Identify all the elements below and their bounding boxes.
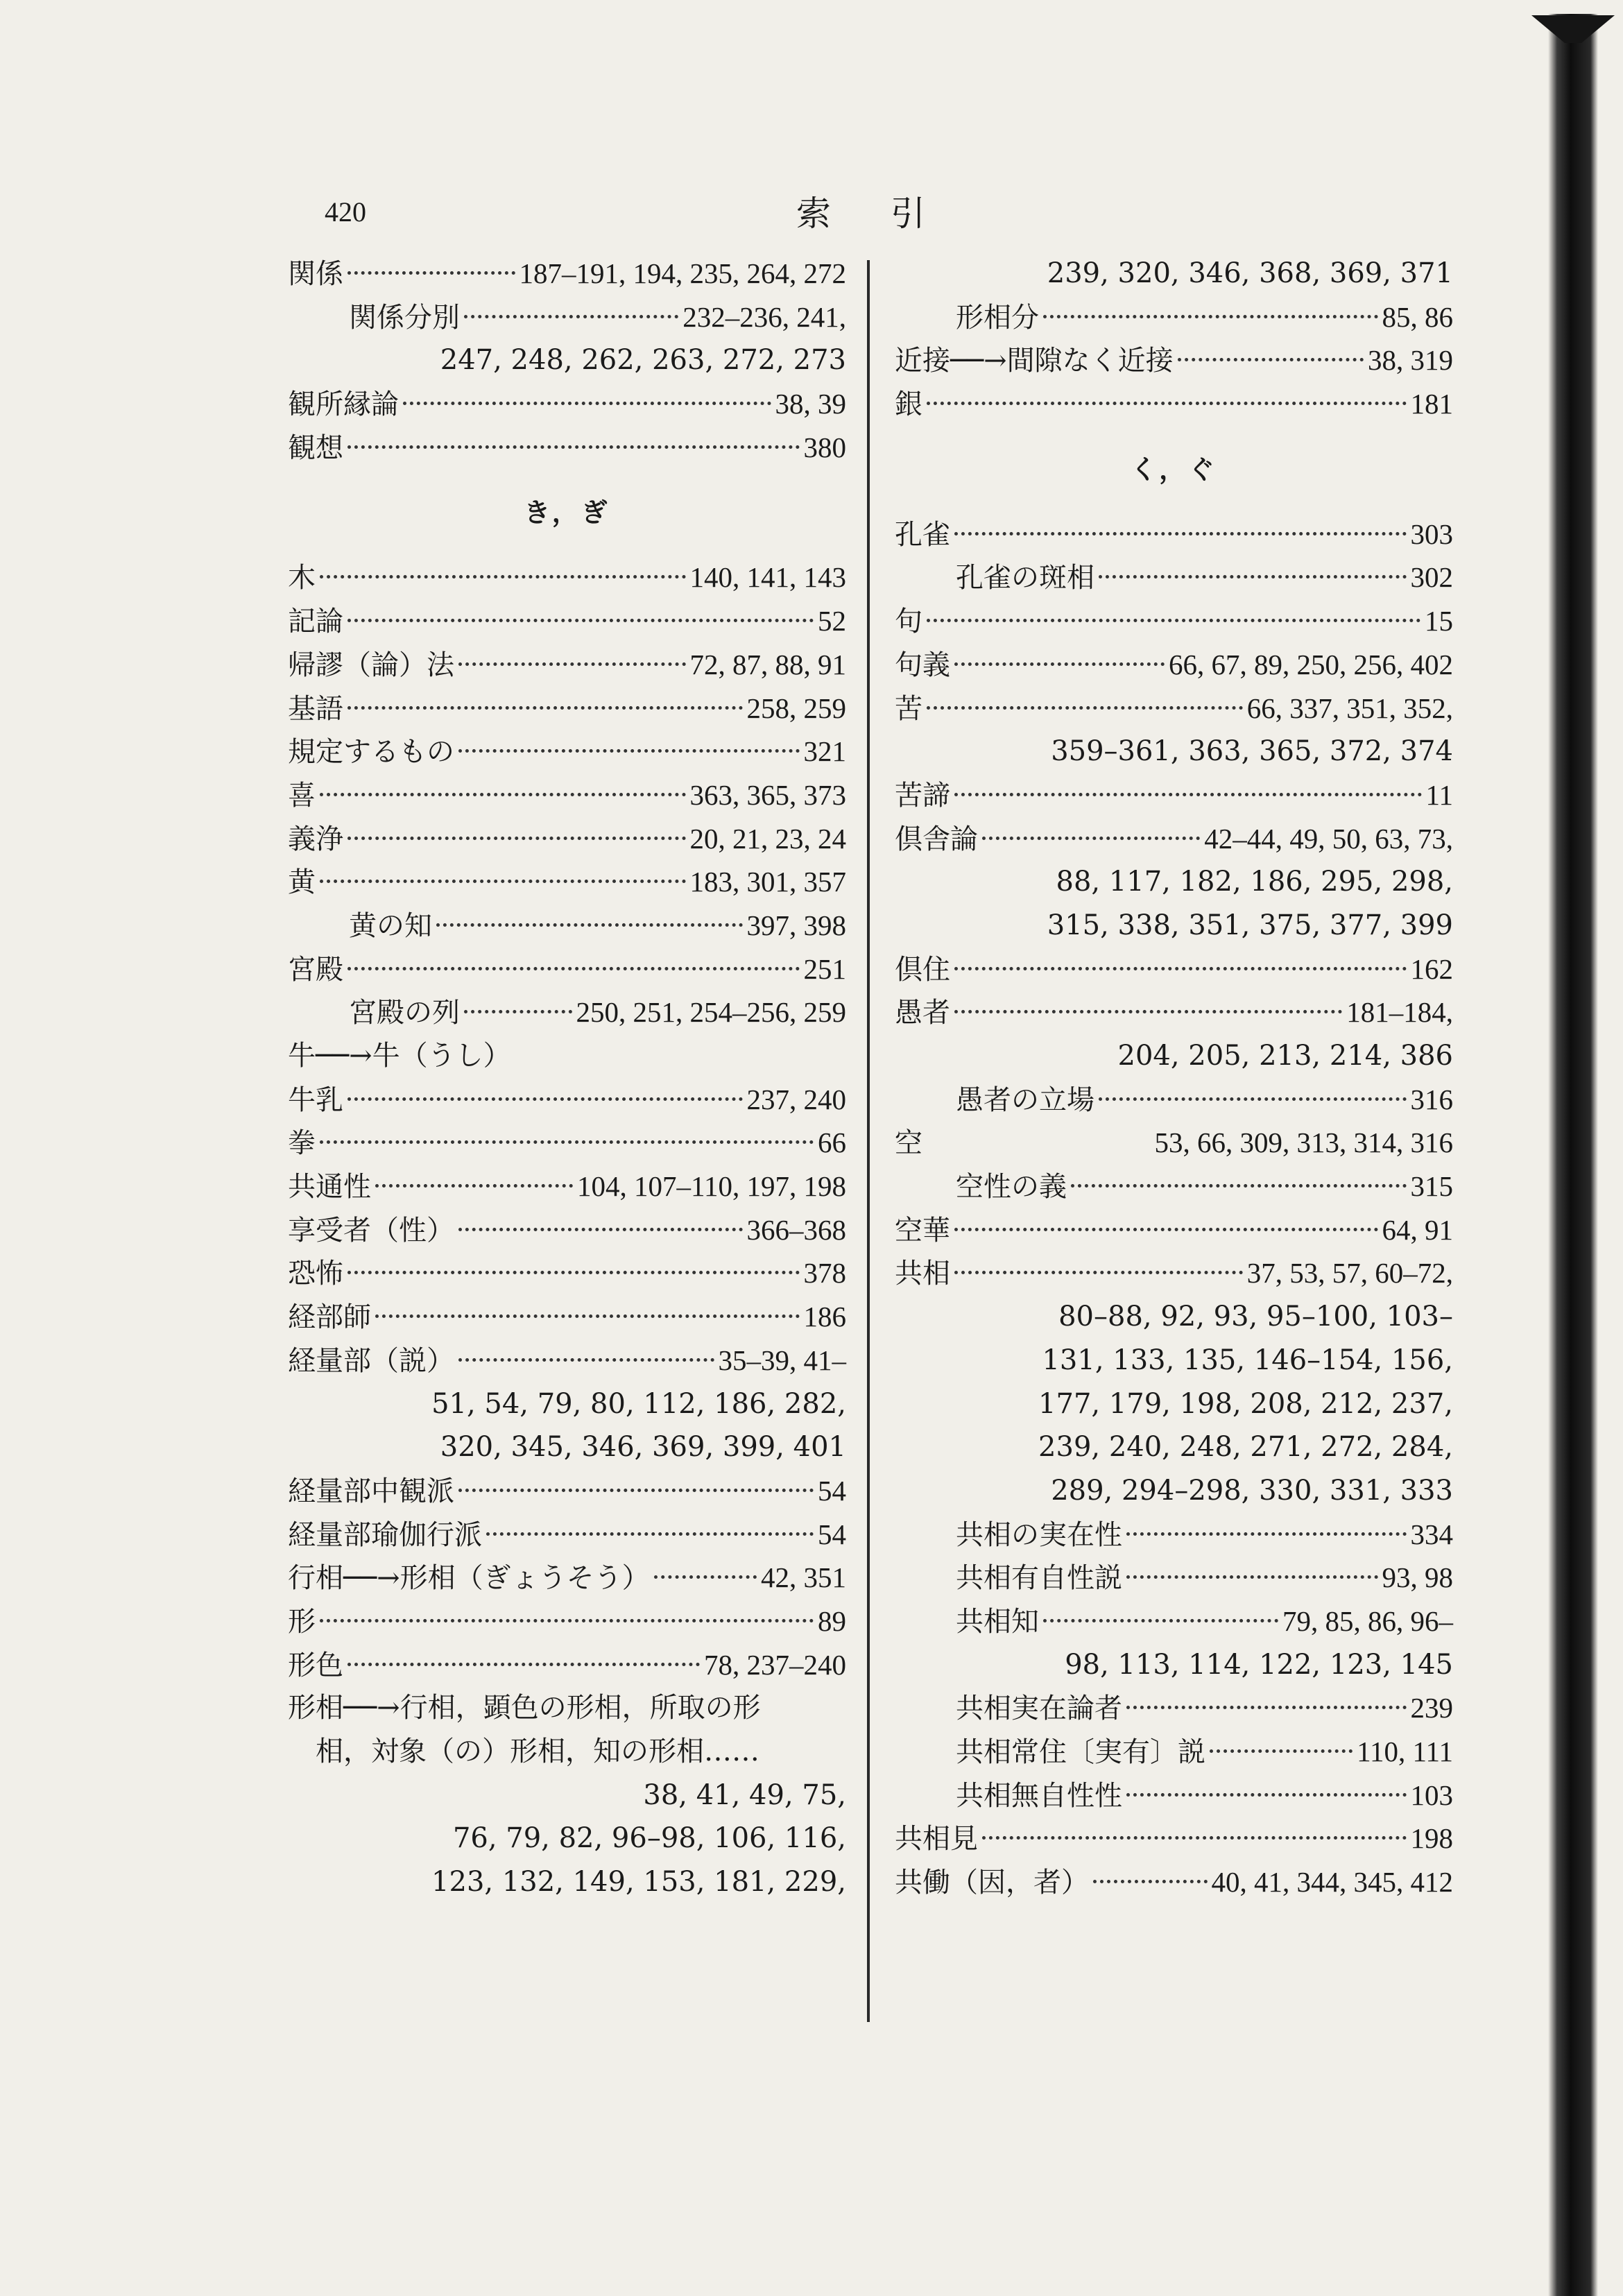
dot-leader [320, 1619, 814, 1622]
index-continuation-line: 359–361, 363, 365, 372, 374 [1051, 735, 1453, 768]
page-references: 366–368 [746, 1213, 846, 1246]
index-term: 共相知 [956, 1605, 1039, 1638]
page-references: 397, 398 [746, 909, 846, 941]
index-entry [288, 1251, 846, 1295]
page-references: 66, 337, 351, 352, [1246, 692, 1453, 724]
index-term: 関係 [288, 258, 343, 290]
dot-leader [1126, 1575, 1378, 1579]
dot-leader [347, 619, 814, 622]
page-references: 38, 39 [775, 388, 846, 420]
dot-leader [954, 1271, 1243, 1274]
dot-leader [1043, 1619, 1278, 1622]
index-term: 関係分別 [349, 301, 460, 334]
section-heading: き，ぎ [524, 497, 610, 529]
page-references: 79, 85, 86, 96– [1282, 1604, 1453, 1637]
dot-leader [654, 1575, 757, 1579]
index-entry [288, 599, 846, 643]
page-references: 321 [803, 735, 846, 768]
index-term: 観所縁論 [288, 388, 399, 421]
dot-leader [1099, 575, 1407, 579]
index-term: 共働（因，者） [895, 1867, 1089, 1899]
page-references: 52 [818, 605, 846, 637]
index-term: 形色 [288, 1649, 343, 1681]
index-term: 銀 [895, 388, 922, 421]
index-entry [288, 1556, 846, 1600]
index-term: 倶住 [895, 953, 950, 986]
index-term: 近接──→間隙なく近接 [895, 345, 1174, 377]
dot-leader [1126, 1706, 1407, 1709]
index-term: 記論 [288, 606, 343, 638]
index-entry [895, 1817, 1453, 1860]
index-entry [895, 643, 1453, 687]
index-entry [288, 817, 846, 861]
dot-leader [347, 1663, 700, 1666]
page-references: 54 [818, 1474, 846, 1507]
index-entry [895, 817, 1453, 861]
page-references: 89 [818, 1604, 846, 1637]
dot-leader [458, 1228, 743, 1231]
index-subentry [895, 1513, 1453, 1557]
page-references: 183, 301, 357 [689, 866, 846, 898]
index-entry [288, 252, 846, 295]
index-subentry [895, 1078, 1453, 1122]
index-continuation-line: 98, 113, 114, 122, 123, 145 [1065, 1648, 1453, 1681]
index-term: 愚者 [895, 997, 950, 1029]
index-term: 義浄 [288, 823, 343, 855]
index-subentry [288, 991, 846, 1034]
page-references: 104, 107–110, 197, 198 [577, 1170, 846, 1203]
index-term: 享受者（性） [288, 1214, 454, 1246]
page-references: 37, 53, 57, 60–72, [1246, 1257, 1453, 1290]
index-continuation-line: 177, 179, 198, 208, 212, 237, [1038, 1387, 1453, 1420]
dot-leader [486, 1532, 814, 1536]
index-entry [288, 860, 846, 904]
page-references: 11 [1425, 778, 1453, 811]
index-entry [288, 556, 846, 599]
index-entry [288, 1339, 846, 1382]
index-subentry [895, 556, 1453, 599]
index-term: 苦諦 [895, 779, 950, 812]
index-continuation-line: 315, 338, 351, 375, 377, 399 [1047, 909, 1453, 941]
book-binding-edge [1548, 14, 1598, 2296]
index-entry [895, 599, 1453, 643]
page-references: 380 [803, 431, 846, 463]
dot-leader [954, 662, 1165, 666]
index-continuation-line: 239, 320, 346, 368, 369, 371 [1047, 257, 1453, 289]
page-references: 38, 319 [1368, 344, 1453, 377]
page-references: 40, 41, 344, 345, 412 [1211, 1866, 1453, 1899]
page-references: 42, 351 [761, 1561, 846, 1594]
page-references: 363, 365, 373 [689, 778, 846, 811]
index-entry-text: 相，対象（の）形相，知の形相…… [316, 1736, 759, 1767]
index-term: 基語 [288, 692, 343, 725]
index-entry [895, 991, 1453, 1034]
dot-leader [464, 1010, 572, 1013]
dot-leader [436, 923, 743, 927]
dot-leader [954, 1228, 1378, 1231]
index-term: 句 [895, 606, 922, 638]
page-references: 251 [803, 952, 846, 985]
index-continuation-line: 38, 41, 49, 75, [643, 1779, 846, 1811]
index-entry [288, 948, 846, 991]
dot-leader [347, 271, 515, 275]
dot-leader [347, 445, 800, 449]
dot-leader [347, 706, 743, 710]
index-term: 空性の義 [956, 1171, 1067, 1203]
dot-leader [1071, 1184, 1407, 1188]
dot-leader [927, 619, 1420, 622]
index-term: 経量部（説） [288, 1344, 454, 1377]
index-term: 倶舎論 [895, 823, 978, 855]
page-references: 35–39, 41– [718, 1344, 846, 1376]
index-term: 空 [895, 1127, 922, 1160]
dot-leader [1093, 1880, 1208, 1883]
index-term: 形相分 [956, 301, 1039, 334]
page-references: 258, 259 [746, 692, 846, 724]
index-term: 共相見 [895, 1823, 978, 1856]
page-references: 181 [1410, 388, 1453, 420]
index-continuation-line: 247, 248, 262, 263, 272, 273 [440, 344, 846, 377]
index-entry [288, 773, 846, 817]
index-term: 経量部瑜伽行派 [288, 1518, 482, 1551]
index-term: 共相 [895, 1258, 950, 1290]
index-continuation-line: 204, 205, 213, 214, 386 [1117, 1040, 1453, 1072]
page-references: 66 [818, 1126, 846, 1159]
page-references: 15 [1425, 605, 1453, 637]
dot-leader [1126, 1793, 1407, 1797]
index-entry [895, 773, 1453, 817]
page-references: 53, 66, 309, 313, 314, 316 [1154, 1126, 1453, 1159]
page-references: 64, 91 [1382, 1213, 1453, 1246]
index-entry [895, 1208, 1453, 1252]
index-entry [895, 687, 1453, 730]
index-term: 孔雀 [895, 518, 950, 551]
page-references: 316 [1410, 1083, 1453, 1115]
dot-leader [1178, 358, 1364, 361]
index-continuation-line: 80–88, 92, 93, 95–100, 103– [1058, 1301, 1453, 1333]
page-references: 72, 87, 88, 91 [689, 648, 846, 680]
index-term: 共相実在論者 [956, 1693, 1122, 1725]
index-subentry [895, 295, 1453, 339]
page-references: 239 [1410, 1692, 1453, 1724]
dot-leader [1043, 315, 1378, 318]
index-term: 経量部中観派 [288, 1475, 454, 1507]
index-entry [288, 730, 846, 773]
index-entry [288, 426, 846, 470]
dot-leader [347, 1097, 743, 1101]
page-references: 66, 67, 89, 250, 256, 402 [1169, 648, 1453, 680]
page-references: 162 [1410, 952, 1453, 985]
index-entry [895, 339, 1453, 382]
dot-leader [954, 793, 1422, 796]
page-references: 85, 86 [1382, 300, 1453, 333]
page-references: 378 [803, 1257, 846, 1290]
binding-cap [1531, 15, 1615, 43]
index-subentry [895, 1774, 1453, 1817]
index-term: 共相無自性性 [956, 1779, 1122, 1812]
index-term: 空華 [895, 1214, 950, 1246]
index-term: 苦 [895, 692, 922, 725]
dot-leader [375, 1184, 573, 1188]
index-column-left [288, 252, 846, 1904]
index-subentry [895, 1556, 1453, 1600]
dot-leader [403, 402, 771, 405]
index-entry [288, 1208, 846, 1252]
page-references: 181–184, [1346, 996, 1453, 1029]
page-references: 315 [1410, 1170, 1453, 1203]
index-term: 帰謬（論）法 [288, 649, 454, 681]
dot-leader [954, 532, 1407, 536]
index-entry [895, 1860, 1453, 1904]
dot-leader [458, 662, 686, 666]
index-subentry [895, 1730, 1453, 1774]
index-term: 孔雀の斑相 [956, 562, 1094, 594]
dot-leader [347, 967, 800, 970]
page-references: 54 [818, 1518, 846, 1550]
page-references: 250, 251, 254–256, 259 [576, 996, 846, 1029]
index-entry-text: 牛──→牛（うし） [288, 1040, 511, 1072]
page-title: 索引 [796, 194, 985, 234]
index-entry [895, 1251, 1453, 1295]
dot-leader [320, 1140, 814, 1144]
index-entry [288, 1295, 846, 1339]
dot-leader [1210, 1749, 1352, 1753]
page-references: 78, 237–240 [704, 1648, 846, 1681]
page-references: 20, 21, 23, 24 [689, 822, 846, 855]
index-entry [895, 382, 1453, 426]
page-references: 334 [1410, 1518, 1453, 1550]
index-term: 黄の知 [349, 909, 432, 942]
index-entry [288, 382, 846, 426]
dot-leader [927, 402, 1407, 405]
page-references: 110, 111 [1357, 1736, 1453, 1767]
index-continuation-line: 131, 133, 135, 146–154, 156, [1042, 1344, 1453, 1376]
column-divider [867, 260, 870, 2022]
index-continuation-line: 320, 345, 346, 369, 399, 401 [440, 1431, 846, 1464]
index-term: 愚者の立場 [956, 1083, 1094, 1116]
dot-leader [458, 1358, 714, 1362]
index-term: 規定するもの [288, 736, 454, 769]
page-references: 186 [803, 1301, 846, 1333]
index-term: 喜 [288, 779, 316, 812]
dot-leader [347, 837, 686, 840]
index-term: 形 [288, 1605, 316, 1638]
dot-leader [347, 1271, 800, 1274]
dot-leader [320, 880, 686, 883]
dot-leader [1099, 1097, 1407, 1101]
page-references: 302 [1410, 561, 1453, 594]
page-references: 198 [1410, 1822, 1453, 1855]
dot-leader [458, 1489, 814, 1492]
index-subentry [288, 295, 846, 339]
index-term: 恐怖 [288, 1258, 343, 1290]
index-entry-text: 形相──→行相，顕色の形相，所取の形 [288, 1692, 761, 1724]
index-term: 牛乳 [288, 1083, 343, 1116]
page-references: 303 [1410, 517, 1453, 550]
index-entry [895, 948, 1453, 991]
dot-leader [1126, 1532, 1407, 1536]
index-entry [895, 513, 1453, 556]
page-references: 187–191, 194, 235, 264, 272 [519, 257, 846, 289]
index-continuation-line: 239, 240, 248, 271, 272, 284, [1038, 1431, 1453, 1464]
index-entry [288, 1078, 846, 1122]
page-references: 237, 240 [746, 1083, 846, 1115]
index-term: 共相常住〔実有〕説 [956, 1736, 1205, 1768]
page-references: 103 [1410, 1779, 1453, 1811]
index-subentry [895, 1600, 1453, 1643]
index-term: 黄 [288, 866, 316, 899]
dot-leader [320, 575, 686, 579]
index-entry [288, 1121, 846, 1165]
section-heading: く，ぐ [1130, 453, 1218, 485]
index-column-right [895, 252, 1453, 1904]
index-term: 共相有自性説 [956, 1562, 1122, 1595]
index-continuation-line: 123, 132, 149, 153, 181, 229, [431, 1866, 846, 1899]
index-term: 行相──→形相（ぎょうそう） [288, 1562, 650, 1595]
dot-leader [982, 837, 1200, 840]
index-entry [895, 1121, 1453, 1165]
index-entry [288, 1469, 846, 1513]
index-term: 観想 [288, 431, 343, 464]
page-references: 232–236, 241, [682, 300, 846, 333]
dot-leader [464, 315, 678, 318]
index-term: 共相の実在性 [956, 1518, 1122, 1551]
index-continuation-line: 88, 117, 182, 186, 295, 298, [1056, 866, 1453, 898]
index-term: 拳 [288, 1127, 316, 1160]
dot-leader [954, 967, 1407, 970]
index-entry [288, 1643, 846, 1687]
index-term: 宮殿 [288, 953, 343, 986]
index-entry [288, 643, 846, 687]
index-subentry [288, 904, 846, 948]
index-subentry [895, 1686, 1453, 1730]
dot-leader [982, 1836, 1407, 1840]
index-term: 宮殿の列 [349, 997, 460, 1029]
page-references: 140, 141, 143 [689, 561, 846, 594]
index-entry [288, 1513, 846, 1557]
index-subentry [895, 1165, 1453, 1208]
dot-leader [320, 793, 686, 796]
index-term: 共通性 [288, 1171, 371, 1203]
index-continuation-line: 289, 294–298, 330, 331, 333 [1051, 1474, 1453, 1507]
index-entry [288, 687, 846, 730]
page-number: 420 [325, 196, 366, 228]
dot-leader [927, 706, 1243, 710]
index-term: 句義 [895, 649, 950, 681]
index-entry [288, 1165, 846, 1208]
page-references: 93, 98 [1382, 1561, 1453, 1594]
index-term: 経部師 [288, 1301, 371, 1334]
index-continuation-line: 76, 79, 82, 96–98, 106, 116, [452, 1822, 846, 1855]
page-references: 42–44, 49, 50, 63, 73, [1204, 822, 1453, 855]
dot-leader [375, 1314, 800, 1318]
index-term: 木 [288, 562, 316, 594]
index-continuation-line: 51, 54, 79, 80, 112, 186, 282, [431, 1387, 846, 1420]
index-entry [288, 1600, 846, 1643]
dot-leader [458, 749, 800, 753]
dot-leader [954, 1010, 1342, 1013]
